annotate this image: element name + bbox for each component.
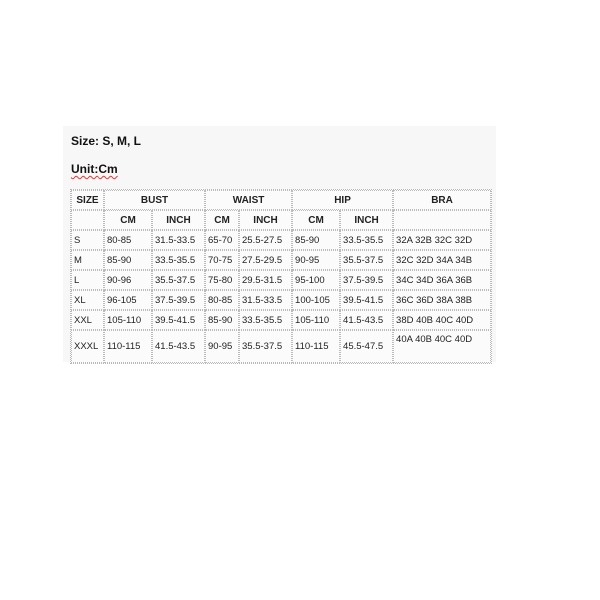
cell-bust-inch: 35.5-37.5 xyxy=(152,270,205,290)
table-row xyxy=(71,230,491,250)
cell-waist-cm: 75-80 xyxy=(205,270,239,290)
unit-label xyxy=(71,162,118,176)
subheader-bust-cm: CM xyxy=(104,210,152,230)
table-row xyxy=(71,270,491,290)
cell-bust-cm: 105-110 xyxy=(104,310,152,330)
cell-size: M xyxy=(71,250,104,270)
cell-waist-inch: 35.5-37.5 xyxy=(239,330,292,363)
header-hip: HIP xyxy=(292,190,393,210)
cell-bust-cm: 96-105 xyxy=(104,290,152,310)
cell-waist-inch: 29.5-31.5 xyxy=(239,270,292,290)
header-bra: BRA xyxy=(393,190,491,210)
unit-prefix: Unit: xyxy=(71,162,99,176)
cell-waist-inch: 25.5-27.5 xyxy=(239,230,292,250)
cell-bra: 32A 32B 32C 32D xyxy=(393,230,491,250)
size-chart-table xyxy=(70,189,492,364)
table-row xyxy=(71,290,491,310)
cell-hip-cm: 110-115 xyxy=(292,330,340,363)
cell-bust-inch: 39.5-41.5 xyxy=(152,310,205,330)
cell-bust-inch: 31.5-33.5 xyxy=(152,230,205,250)
table-row xyxy=(71,250,491,270)
cell-size: XXL xyxy=(71,310,104,330)
size-options-text: Size: S, M, L xyxy=(71,134,142,148)
cell-bust-inch: 33.5-35.5 xyxy=(152,250,205,270)
subheader-size-blank xyxy=(71,210,104,230)
header-size: SIZE xyxy=(71,190,104,210)
cell-waist-inch: 31.5-33.5 xyxy=(239,290,292,310)
cell-hip-cm: 105-110 xyxy=(292,310,340,330)
header-waist: WAIST xyxy=(205,190,292,210)
cell-bra: 36C 36D 38A 38B xyxy=(393,290,491,310)
header-bust: BUST xyxy=(104,190,205,210)
cell-waist-cm: 80-85 xyxy=(205,290,239,310)
cell-size: XL xyxy=(71,290,104,310)
cell-hip-inch: 35.5-37.5 xyxy=(340,250,393,270)
cell-bra: 32C 32D 34A 34B xyxy=(393,250,491,270)
cell-size: XXXL xyxy=(71,330,104,363)
cell-hip-inch: 37.5-39.5 xyxy=(340,270,393,290)
cell-waist-cm: 70-75 xyxy=(205,250,239,270)
cell-bust-inch: 37.5-39.5 xyxy=(152,290,205,310)
cell-bust-cm: 80-85 xyxy=(104,230,152,250)
subheader-row xyxy=(71,210,491,230)
unit-text xyxy=(71,162,118,176)
subheader-bra-blank xyxy=(393,210,491,230)
cell-size: S xyxy=(71,230,104,250)
cell-bra: 34C 34D 36A 36B xyxy=(393,270,491,290)
cell-bust-cm: 85-90 xyxy=(104,250,152,270)
cell-bust-inch: 41.5-43.5 xyxy=(152,330,205,363)
subheader-waist-inch: INCH xyxy=(239,210,292,230)
cell-waist-cm: 90-95 xyxy=(205,330,239,363)
cell-hip-inch: 45.5-47.5 xyxy=(340,330,393,363)
table-row xyxy=(71,330,491,363)
cell-hip-cm: 100-105 xyxy=(292,290,340,310)
unit-value: Cm xyxy=(98,162,118,176)
subheader-hip-inch: INCH xyxy=(340,210,393,230)
cell-hip-inch: 33.5-35.5 xyxy=(340,230,393,250)
header-row xyxy=(71,190,491,210)
cell-size: L xyxy=(71,270,104,290)
cell-bust-cm: 90-96 xyxy=(104,270,152,290)
subheader-hip-cm: CM xyxy=(292,210,340,230)
cell-waist-cm: 65-70 xyxy=(205,230,239,250)
cell-hip-cm: 95-100 xyxy=(292,270,340,290)
cell-bust-cm: 110-115 xyxy=(104,330,152,363)
cell-bra: 38D 40B 40C 40D xyxy=(393,310,491,330)
cell-hip-cm: 85-90 xyxy=(292,230,340,250)
cell-hip-inch: 39.5-41.5 xyxy=(340,290,393,310)
cell-waist-inch: 33.5-35.5 xyxy=(239,310,292,330)
cell-hip-inch: 41.5-43.5 xyxy=(340,310,393,330)
subheader-bust-inch: INCH xyxy=(152,210,205,230)
table-row xyxy=(71,310,491,330)
cell-waist-inch: 27.5-29.5 xyxy=(239,250,292,270)
cell-hip-cm: 90-95 xyxy=(292,250,340,270)
subheader-waist-cm: CM xyxy=(205,210,239,230)
cell-waist-cm: 85-90 xyxy=(205,310,239,330)
cell-bra: 40A 40B 40C 40D xyxy=(393,330,491,363)
